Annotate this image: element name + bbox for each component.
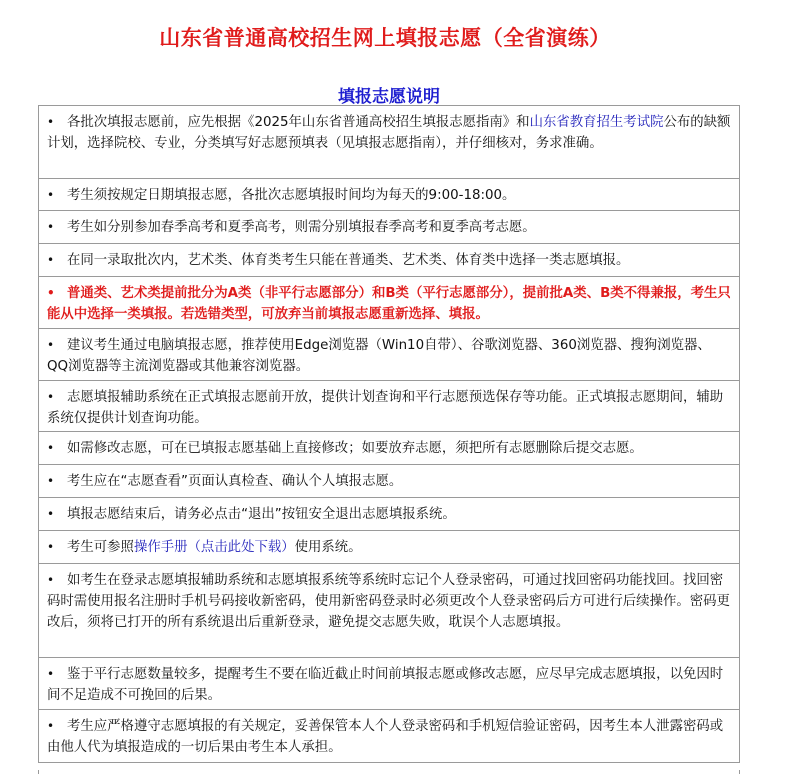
notice-item-11 <box>39 531 739 564</box>
notice-item-7 <box>39 381 739 432</box>
notice-text: 考生可参照 <box>67 540 134 555</box>
bullet-icon: • <box>47 338 55 352</box>
notice-item-14 <box>39 710 739 763</box>
notice-item-9 <box>39 465 739 498</box>
notice-text: 各批次填报志愿前，应先根据《2025年山东省普通高校招生填报志愿指南》和 <box>67 115 530 130</box>
notice-text: 鉴于平行志愿数量较多，提醒考生不要在临近截止时间前填报志愿或修改志愿，应尽早完成志愿填报，以免因时间不足造成不可挽回的后果。 <box>47 667 724 703</box>
notice-text: 考生应严格遵守志愿填报的有关规定，妥善保管本人个人登录密码和手机短信验证密码，因考生本人泄露密码或由他人代为填报造成的一切后果由考生本人承担。 <box>47 719 724 755</box>
bullet-icon: • <box>47 719 55 733</box>
bullet-icon: • <box>47 188 55 202</box>
notice-text: 如需修改志愿，可在已填报志愿基础上直接修改；如要放弃志愿，须把所有志愿删除后提交志愿。 <box>67 441 643 456</box>
bullet-icon: • <box>47 441 55 455</box>
notice-item-3 <box>39 211 739 244</box>
page-title: 山东省普通高校招生网上填报志愿（全省演练） <box>159 26 611 50</box>
notice-text: 考生如分别参加春季高考和夏季高考，则需分别填报春季高考和夏季高考志愿。 <box>67 220 536 235</box>
section-title: 填报志愿说明 <box>338 87 440 107</box>
notice-item-1 <box>39 106 739 179</box>
bullet-icon: • <box>47 507 55 521</box>
bullet-icon: • <box>47 667 55 681</box>
bullet-icon: • <box>47 573 55 587</box>
notice-text: 在同一录取批次内，艺术类、体育类考生只能在普通类、艺术类、体育类中选择一类志愿填报。 <box>67 253 630 268</box>
notice-text: 志愿填报辅助系统在正式填报志愿前开放，提供计划查询和平行志愿预选保存等功能。正式填报志愿期间，辅助系统仅提供计划查询功能。 <box>47 390 724 426</box>
notice-item-4 <box>39 244 739 277</box>
notice-text: 考生应在“志愿查看”页面认真检查、确认个人填报志愿。 <box>67 474 403 489</box>
bullet-icon: • <box>47 474 55 488</box>
notice-list <box>38 105 740 763</box>
notice-item-5 <box>39 277 739 329</box>
notice-text: 填报志愿结束后，请务必点击“退出”按钮安全退出志愿填报系统。 <box>67 507 456 522</box>
notice-item-2 <box>39 179 739 211</box>
notice-text: 建议考生通过电脑填报志愿，推荐使用Edge浏览器（Win10自带）、谷歌浏览器、360浏览器、搜狗浏览器、QQ浏览器等主流浏览器或其他兼容浏览器。 <box>47 338 711 374</box>
notice-item-13 <box>39 658 739 710</box>
notice-item-10 <box>39 498 739 531</box>
notice-item-12 <box>39 564 739 658</box>
notice-text-important: 普通类、艺术类提前批分为A类（非平行志愿部分）和B类（平行志愿部分），提前批A类、B类不得兼报，考生只能从中选择一类填报。若选错类型，可放弃当前填报志愿重新选择、填报。 <box>47 286 731 322</box>
notice-text: 考生须按规定日期填报志愿，各批次志愿填报时间均为每天的9:00-18:00。 <box>67 188 516 203</box>
notice-text: 公布的缺额计划，选择院校、专业，分类填写好志愿预填表（见填报志愿指南），并仔细核对，务求准确。 <box>47 115 731 151</box>
bullet-icon: • <box>47 253 55 267</box>
bullet-icon: • <box>47 540 55 554</box>
notice-item-8 <box>39 432 739 465</box>
manual-download-link[interactable]: 操作手册（点击此处下载） <box>133 540 295 555</box>
bullet-icon: • <box>47 220 55 234</box>
exam-institute-link[interactable]: 山东省教育招生考试院 <box>529 115 664 130</box>
notice-text: 使用系统。 <box>294 540 362 555</box>
bullet-icon: • <box>47 115 55 129</box>
notice-list-continuation <box>38 770 740 774</box>
notice-item-6 <box>39 329 739 381</box>
bullet-icon: • <box>47 286 55 300</box>
bullet-icon: • <box>47 390 55 404</box>
notice-text: 如考生在登录志愿填报辅助系统和志愿填报系统等系统时忘记个人登录密码，可通过找回密码功能找回。找回密码时需使用报名注册时手机号码接收新密码，使用新密码登录时必须更改个人登录密码后方可进行后续操作。密码更改后，须将已打开的所有系统退出后重新登录，避免提交志愿失败，耽误个人志愿填报。 <box>47 573 730 630</box>
